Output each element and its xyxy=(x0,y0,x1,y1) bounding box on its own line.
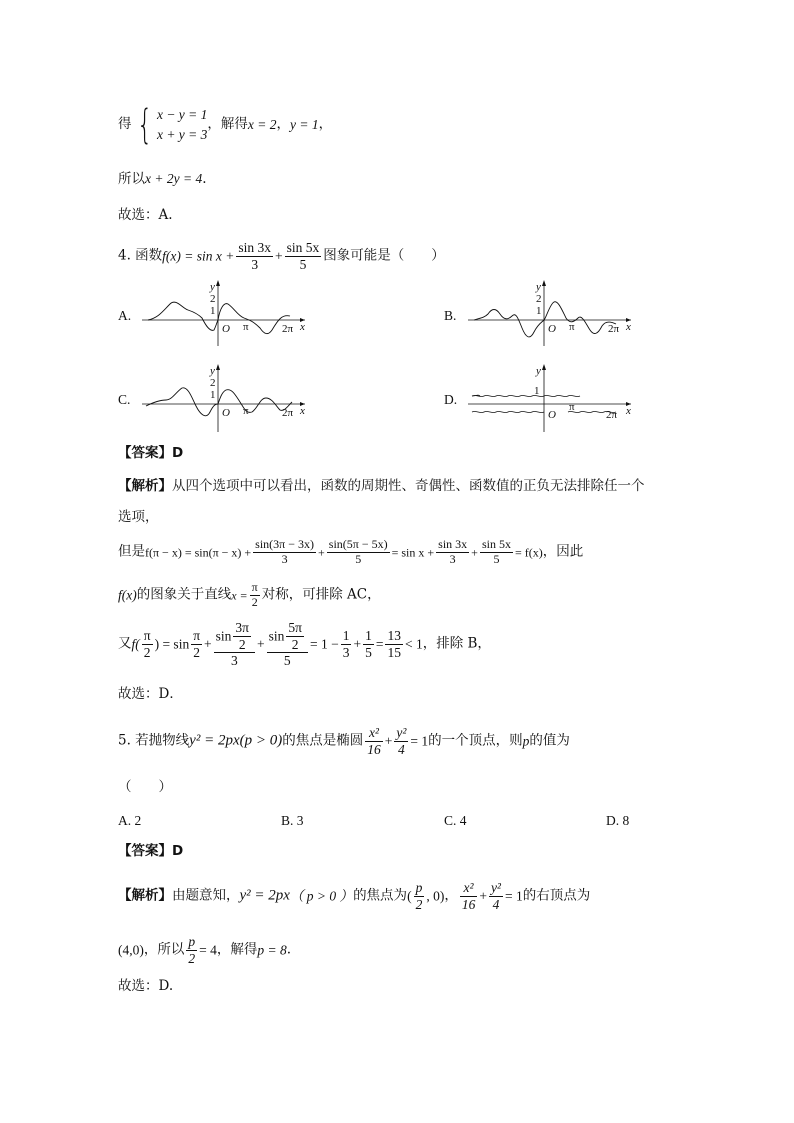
fraction xyxy=(489,880,503,912)
denominator: 5 xyxy=(283,653,291,669)
text: ， xyxy=(444,887,458,904)
operator: = xyxy=(375,636,384,652)
question-number: 4. 函数 xyxy=(118,247,163,264)
denominator: 15 xyxy=(387,644,401,660)
fraction xyxy=(436,538,469,567)
expression: x + 2y = 4 xyxy=(145,171,203,186)
fraction xyxy=(385,628,403,660)
text: 的焦点是椭圆 xyxy=(282,732,364,749)
equation-system xyxy=(157,105,207,144)
expression: x = xyxy=(231,588,248,603)
numerator xyxy=(214,620,255,653)
answer-select: 故选：A. xyxy=(118,207,173,223)
axis-x-label: x xyxy=(300,321,305,333)
analysis-line-4 xyxy=(118,581,381,610)
denominator: 4 xyxy=(397,741,405,757)
analysis-2-line-1 xyxy=(118,880,590,912)
text: ，因此 xyxy=(542,543,584,560)
result-line xyxy=(118,172,207,187)
operator: + xyxy=(471,545,478,560)
operator: + xyxy=(275,248,283,264)
text: . xyxy=(286,941,292,958)
denominator: 5 xyxy=(365,644,372,660)
question-5 xyxy=(118,725,570,757)
answer-label: 【答案】D xyxy=(118,843,184,859)
tick-2pi: 2π xyxy=(606,409,618,421)
numerator: 13 xyxy=(387,628,401,644)
axis-x-label: x xyxy=(626,321,631,333)
question-number: 5. 若抛物线 xyxy=(118,732,190,749)
denominator: 2 xyxy=(238,636,246,652)
origin-label: O xyxy=(548,409,556,421)
analysis-2-line-2 xyxy=(118,934,291,966)
y-value: y = 1 xyxy=(290,116,319,132)
text: ，排除 B， xyxy=(422,635,491,652)
inner-fraction xyxy=(286,620,304,652)
answer-select: 故选：D． xyxy=(118,686,183,702)
operator: + xyxy=(318,545,325,560)
expression: f(x) xyxy=(118,587,137,603)
tick-1: 1 xyxy=(210,305,216,317)
numerator: sin(3π − 3x) xyxy=(255,537,314,551)
denominator: 5 xyxy=(493,551,500,566)
text: 的值为 xyxy=(529,732,570,749)
expression: y² = 2px xyxy=(239,887,290,904)
text: 的一个顶点，则 xyxy=(428,732,523,749)
fraction xyxy=(414,880,425,912)
x-value: x = 2 xyxy=(247,116,277,132)
solve-line xyxy=(118,101,333,148)
operator: + xyxy=(257,636,265,652)
expression: = 1 xyxy=(410,733,429,749)
fraction xyxy=(394,725,408,757)
tick-2pi: 2π xyxy=(282,407,294,419)
denominator: 2 xyxy=(143,644,151,660)
expression: = sin x + xyxy=(391,545,435,560)
tick-pi: π xyxy=(243,321,249,333)
tick-pi: π xyxy=(569,321,575,333)
fraction xyxy=(285,240,322,272)
expression: p = 8 xyxy=(257,942,287,958)
numerator xyxy=(267,620,308,653)
numerator: y² xyxy=(490,880,501,895)
numerator: p xyxy=(415,880,423,895)
tick-pi: π xyxy=(569,401,575,413)
numerator: sin 3x xyxy=(438,537,468,551)
answer-select: 故选：D. xyxy=(118,978,174,994)
denominator: 5 xyxy=(299,256,307,272)
fraction xyxy=(341,628,352,660)
fraction xyxy=(186,934,197,966)
fraction xyxy=(142,628,153,660)
numerator: p xyxy=(188,934,196,949)
text: ，所以 xyxy=(143,941,185,958)
origin-label: O xyxy=(548,323,556,335)
numerator: 5π xyxy=(288,620,302,635)
text: 对称，可排除 AC， xyxy=(261,586,381,603)
tick-2: 2 xyxy=(210,377,216,389)
analysis-line-5 xyxy=(118,620,491,669)
option-a-label: A. xyxy=(118,308,132,323)
numerator: x² xyxy=(460,880,478,897)
tick-pi: π xyxy=(243,405,249,417)
fraction xyxy=(460,880,478,912)
operator: + xyxy=(204,636,212,652)
tick-1: 1 xyxy=(534,385,540,397)
expression: = 1 xyxy=(504,888,523,904)
expression: = 1 − xyxy=(309,636,339,652)
text: 得 xyxy=(118,116,132,133)
denominator: 16 xyxy=(461,896,476,912)
origin-label: O xyxy=(222,323,230,335)
numerator: sin 5x xyxy=(481,537,511,551)
fraction-compound xyxy=(267,620,308,669)
expression: = 4 xyxy=(199,942,217,958)
denominator: 2 xyxy=(291,636,299,652)
brace: { xyxy=(136,101,152,148)
numerator: 1 xyxy=(342,628,350,644)
denominator: 16 xyxy=(367,741,381,757)
text: 由题意知， xyxy=(172,887,240,904)
numerator: sin 5x xyxy=(286,240,320,255)
denominator: 3 xyxy=(342,644,350,660)
axis-y-label: y xyxy=(210,281,215,293)
text: 又 xyxy=(118,635,132,652)
analysis-line-1 xyxy=(118,480,645,494)
text: ， xyxy=(318,115,333,132)
graph-b xyxy=(466,278,636,348)
expression: = f(x) xyxy=(514,545,543,560)
operator: + xyxy=(479,888,487,904)
tick-1: 1 xyxy=(536,305,542,317)
text: 的图象关于直线 xyxy=(136,586,232,603)
denominator: 4 xyxy=(492,896,500,912)
option-c: C. 4 xyxy=(444,813,467,828)
equation-2: x + y = 3 xyxy=(156,126,208,142)
denominator: 2 xyxy=(193,644,200,660)
numerator: x² xyxy=(365,725,383,742)
graph-d xyxy=(466,362,636,434)
axis-y-label: y xyxy=(536,281,541,293)
denominator: 3 xyxy=(449,551,456,566)
denominator: 3 xyxy=(251,256,259,272)
numerator: π xyxy=(143,628,151,644)
numerator: π xyxy=(193,628,201,644)
variable: p xyxy=(522,733,530,749)
analysis-label: 【解析】 xyxy=(118,478,172,494)
text: ，解得 xyxy=(216,941,258,958)
text: 从四个选项中可以看出，函数的周期性、奇偶性、函数值的正负无法排除任一个 xyxy=(172,478,645,494)
answer-label: 【答案】D xyxy=(118,445,184,461)
inner-fraction xyxy=(233,620,251,652)
fraction xyxy=(327,538,390,567)
fraction xyxy=(480,538,513,567)
option-c-label: C. xyxy=(118,392,131,407)
text: 所以 xyxy=(118,171,145,187)
fraction xyxy=(253,538,316,567)
question-5-paren: （ ） xyxy=(118,779,172,795)
text: 的右顶点为 xyxy=(522,887,591,904)
fraction xyxy=(250,581,260,610)
denominator: 2 xyxy=(251,594,258,609)
text: 的焦点为 xyxy=(353,887,408,904)
text: ， xyxy=(276,115,291,132)
text: ，解得 xyxy=(207,115,248,132)
analysis-line-3 xyxy=(118,538,583,567)
axis-y-label: y xyxy=(536,365,541,377)
denominator: 2 xyxy=(415,896,423,912)
origin-label: O xyxy=(222,407,230,419)
tick-2: 2 xyxy=(210,293,216,305)
text: 图象可能是（ ） xyxy=(323,247,445,264)
expression: ) = sin xyxy=(154,636,190,652)
tick-2pi: 2π xyxy=(282,323,294,335)
option-b: B. 3 xyxy=(281,813,304,828)
numerator: sin 3x xyxy=(238,240,272,255)
option-d: D. 8 xyxy=(606,813,630,828)
numerator: 3π xyxy=(235,620,249,635)
denominator: 5 xyxy=(355,551,362,566)
graph-c xyxy=(140,362,310,434)
text: . xyxy=(202,171,207,187)
option-b-label: B. xyxy=(444,308,457,323)
axis-x-label: x xyxy=(300,405,305,417)
expression: y² = 2px(p > 0) xyxy=(189,732,283,749)
fraction xyxy=(191,628,202,660)
denominator: 3 xyxy=(230,653,238,669)
expression: f( xyxy=(131,636,140,652)
operator: + xyxy=(353,636,362,652)
fraction-compound xyxy=(214,620,255,669)
paren: , 0) xyxy=(426,888,445,904)
numerator: sin(5π − 5x) xyxy=(328,537,388,551)
graph-a xyxy=(140,278,310,348)
text: 但是 xyxy=(118,543,145,560)
analysis-label: 【解析】 xyxy=(118,887,172,904)
expression: < 1 xyxy=(404,636,423,652)
axis-y-label: y xyxy=(210,365,215,377)
sin-label: sin xyxy=(215,628,232,644)
sin-label: sin xyxy=(268,628,285,644)
denominator: 3 xyxy=(281,551,288,566)
analysis-line-2: 选项， xyxy=(118,509,159,525)
expression: （ p > 0 ） xyxy=(289,888,354,904)
tick-2: 2 xyxy=(536,293,542,305)
equation-1: x − y = 1 xyxy=(156,107,208,122)
tick-2pi: 2π xyxy=(608,323,620,335)
fraction xyxy=(365,725,383,757)
option-a: A. 2 xyxy=(118,813,142,828)
numerator: 1 xyxy=(365,628,372,644)
tick-1: 1 xyxy=(210,389,216,401)
option-d-label: D. xyxy=(444,392,458,407)
question-4 xyxy=(118,240,445,272)
numerator: π xyxy=(251,580,258,594)
axis-x-label: x xyxy=(626,405,631,417)
expression: f(π − x) = sin(π − x) + xyxy=(145,545,252,560)
operator: + xyxy=(384,733,393,749)
numerator: y² xyxy=(396,725,407,740)
fraction xyxy=(363,628,374,660)
fraction xyxy=(236,240,273,272)
denominator: 2 xyxy=(188,950,196,966)
point: (4,0) xyxy=(118,942,144,958)
paren: ( xyxy=(407,888,412,904)
function: f(x) = sin x + xyxy=(162,248,235,264)
